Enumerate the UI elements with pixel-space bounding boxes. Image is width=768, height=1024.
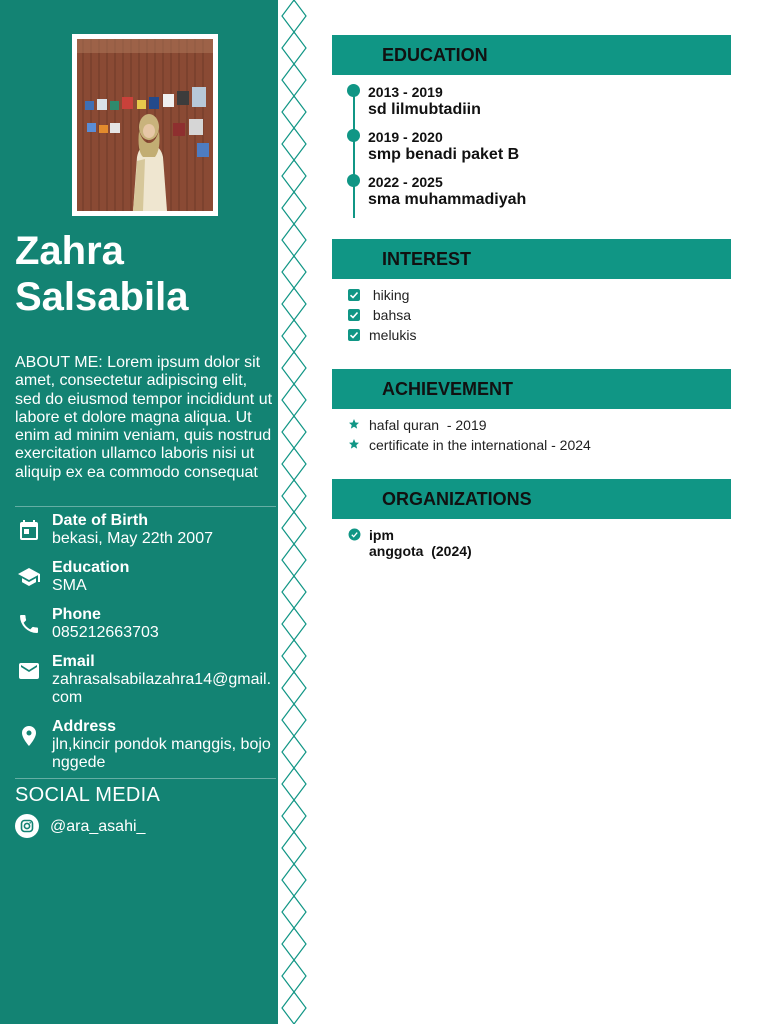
profile-photo-frame — [72, 34, 218, 216]
interest-item — [348, 285, 728, 305]
email-icon — [17, 659, 41, 683]
achievement-item — [348, 415, 728, 435]
interest-item — [348, 325, 728, 345]
checkbox-checked-icon — [348, 289, 360, 301]
education-school: sd lilmubtadiin — [368, 101, 481, 118]
info-label: Date of Birth — [52, 512, 148, 529]
achievement-text: hafal quran - 2019 — [369, 417, 487, 433]
education-years: 2022 - 2025 — [368, 174, 443, 190]
divider — [15, 778, 276, 779]
organization-name: ipm — [369, 527, 394, 543]
info-date-of-birth — [15, 512, 277, 552]
info-value: bekasi, May 22th 2007 — [52, 530, 213, 547]
info-value: SMA — [52, 577, 87, 594]
education-title: EDUCATION — [382, 45, 488, 65]
education-section-header — [332, 35, 731, 75]
achievement-title: ACHIEVEMENT — [382, 379, 514, 399]
info-label: Education — [52, 559, 130, 576]
education-item — [346, 84, 706, 120]
check-circle-icon — [348, 528, 361, 541]
info-education — [15, 559, 277, 599]
info-label: Email — [52, 653, 95, 670]
info-phone — [15, 606, 277, 646]
education-item — [346, 174, 706, 210]
timeline-dot — [347, 174, 360, 187]
location-pin-icon — [17, 724, 41, 748]
info-email — [15, 653, 277, 711]
info-label: Phone — [52, 606, 101, 623]
social-media-title: SOCIAL MEDIA — [15, 784, 161, 806]
achievement-item — [348, 435, 728, 455]
info-value: jln,kincir pondok manggis, bojonggede — [52, 736, 271, 771]
education-item — [346, 129, 706, 165]
achievement-section-header — [332, 369, 731, 409]
achievement-text: certificate in the international - 2024 — [369, 437, 591, 453]
checkbox-checked-icon — [348, 329, 360, 341]
education-school: smp benadi paket B — [368, 146, 520, 163]
timeline-dot — [347, 129, 360, 142]
star-icon — [348, 417, 360, 431]
info-value: zahrasalsabilazahra14@gmail.com — [52, 671, 272, 706]
education-years: 2019 - 2020 — [368, 129, 443, 145]
organizations-section-header — [332, 479, 731, 519]
timeline-dot — [347, 84, 360, 97]
education-years: 2013 - 2019 — [368, 84, 443, 100]
interest-section-header — [332, 239, 731, 279]
organization-role: anggota (2024) — [369, 543, 472, 559]
info-value: 085212663703 — [52, 624, 159, 641]
instagram-icon — [15, 814, 39, 838]
interest-text: hiking — [369, 287, 410, 303]
phone-icon — [17, 612, 41, 636]
interest-text: bahsa — [369, 307, 412, 323]
graduation-cap-icon — [17, 565, 41, 589]
organization-item — [348, 527, 728, 563]
sidebar — [0, 0, 278, 1024]
calendar-icon — [17, 518, 41, 542]
profile-name: Zahra Salsabila — [15, 229, 189, 319]
divider — [15, 506, 276, 507]
checkbox-checked-icon — [348, 309, 360, 321]
info-label: Address — [52, 718, 117, 735]
interest-item — [348, 305, 728, 325]
instagram-handle: @ara_asahi_ — [50, 818, 146, 835]
star-icon — [348, 437, 360, 451]
about-me-text: ABOUT ME: Lorem ipsum dolor sit amet, consectetur adipiscing elit, sed do eiusmod tempor incididunt ut labore et dolore magna aliqua. Ut enim ad minim veniam, quis nostrud exercitation ullamco laboris nisi ut aliquip ex ea commodo consequat — [15, 354, 273, 481]
info-address — [15, 718, 277, 774]
education-school: sma muhammadiyah — [368, 191, 527, 208]
interest-text: melukis — [369, 327, 417, 343]
interest-title: INTEREST — [382, 249, 472, 269]
diamond-border-decoration — [280, 0, 308, 1024]
profile-photo — [77, 39, 213, 211]
organizations-title: ORGANIZATIONS — [382, 489, 532, 509]
